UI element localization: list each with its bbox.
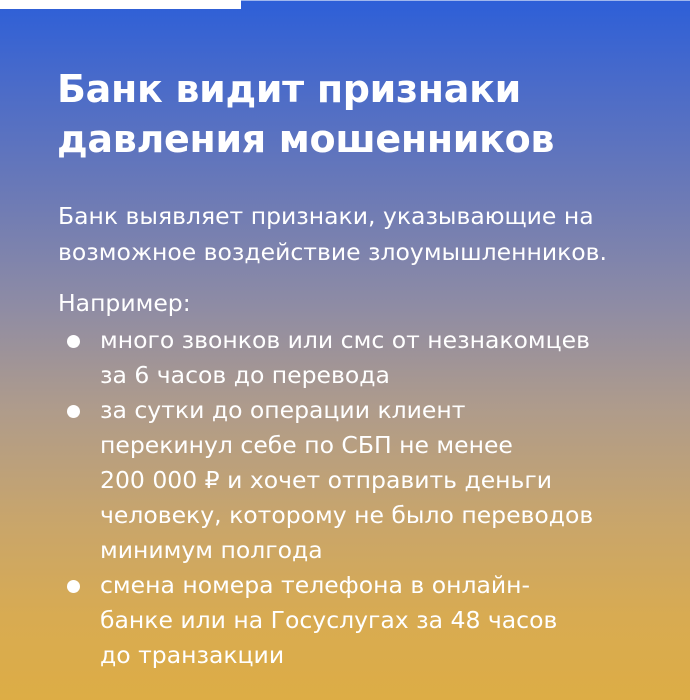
list-item-line: минимум полгода <box>100 536 323 564</box>
title-line-2: давления мошенников <box>57 117 555 161</box>
examples-list <box>66 323 676 673</box>
top-bar <box>0 0 241 9</box>
bullet-icon <box>67 405 80 418</box>
list-item-line: банке или на Госуслугах за 48 часов <box>100 606 558 634</box>
bullet-icon <box>67 335 80 348</box>
list-item-line: перекинул себе по СБП не менее <box>100 431 513 459</box>
list-item-line: много звонков или смс от незнакомцев <box>100 326 590 354</box>
title-line-1: Банк видит признаки <box>57 67 521 111</box>
list-item-line: смена номера телефона в онлайн- <box>100 571 530 599</box>
top-line <box>241 0 690 1</box>
examples-label: Например: <box>58 289 191 317</box>
list-item <box>66 323 676 393</box>
slide-title <box>57 64 677 164</box>
intro-line-1: Банк выявляет признаки, указывающие на <box>58 202 594 230</box>
list-item-line: до транзакции <box>100 641 285 669</box>
intro-text <box>58 198 683 270</box>
list-item <box>66 393 676 568</box>
list-item-line: человеку, которому не было переводов <box>100 501 594 529</box>
intro-line-2: возможное воздействие злоумышленников. <box>58 238 607 266</box>
list-item-line: 200 000 ₽ и хочет отправить деньги <box>100 466 553 494</box>
list-item-line: за сутки до операции клиент <box>100 396 466 424</box>
list-item <box>66 568 676 673</box>
bullet-icon <box>67 580 80 593</box>
list-item-line: за 6 часов до перевода <box>100 361 390 389</box>
